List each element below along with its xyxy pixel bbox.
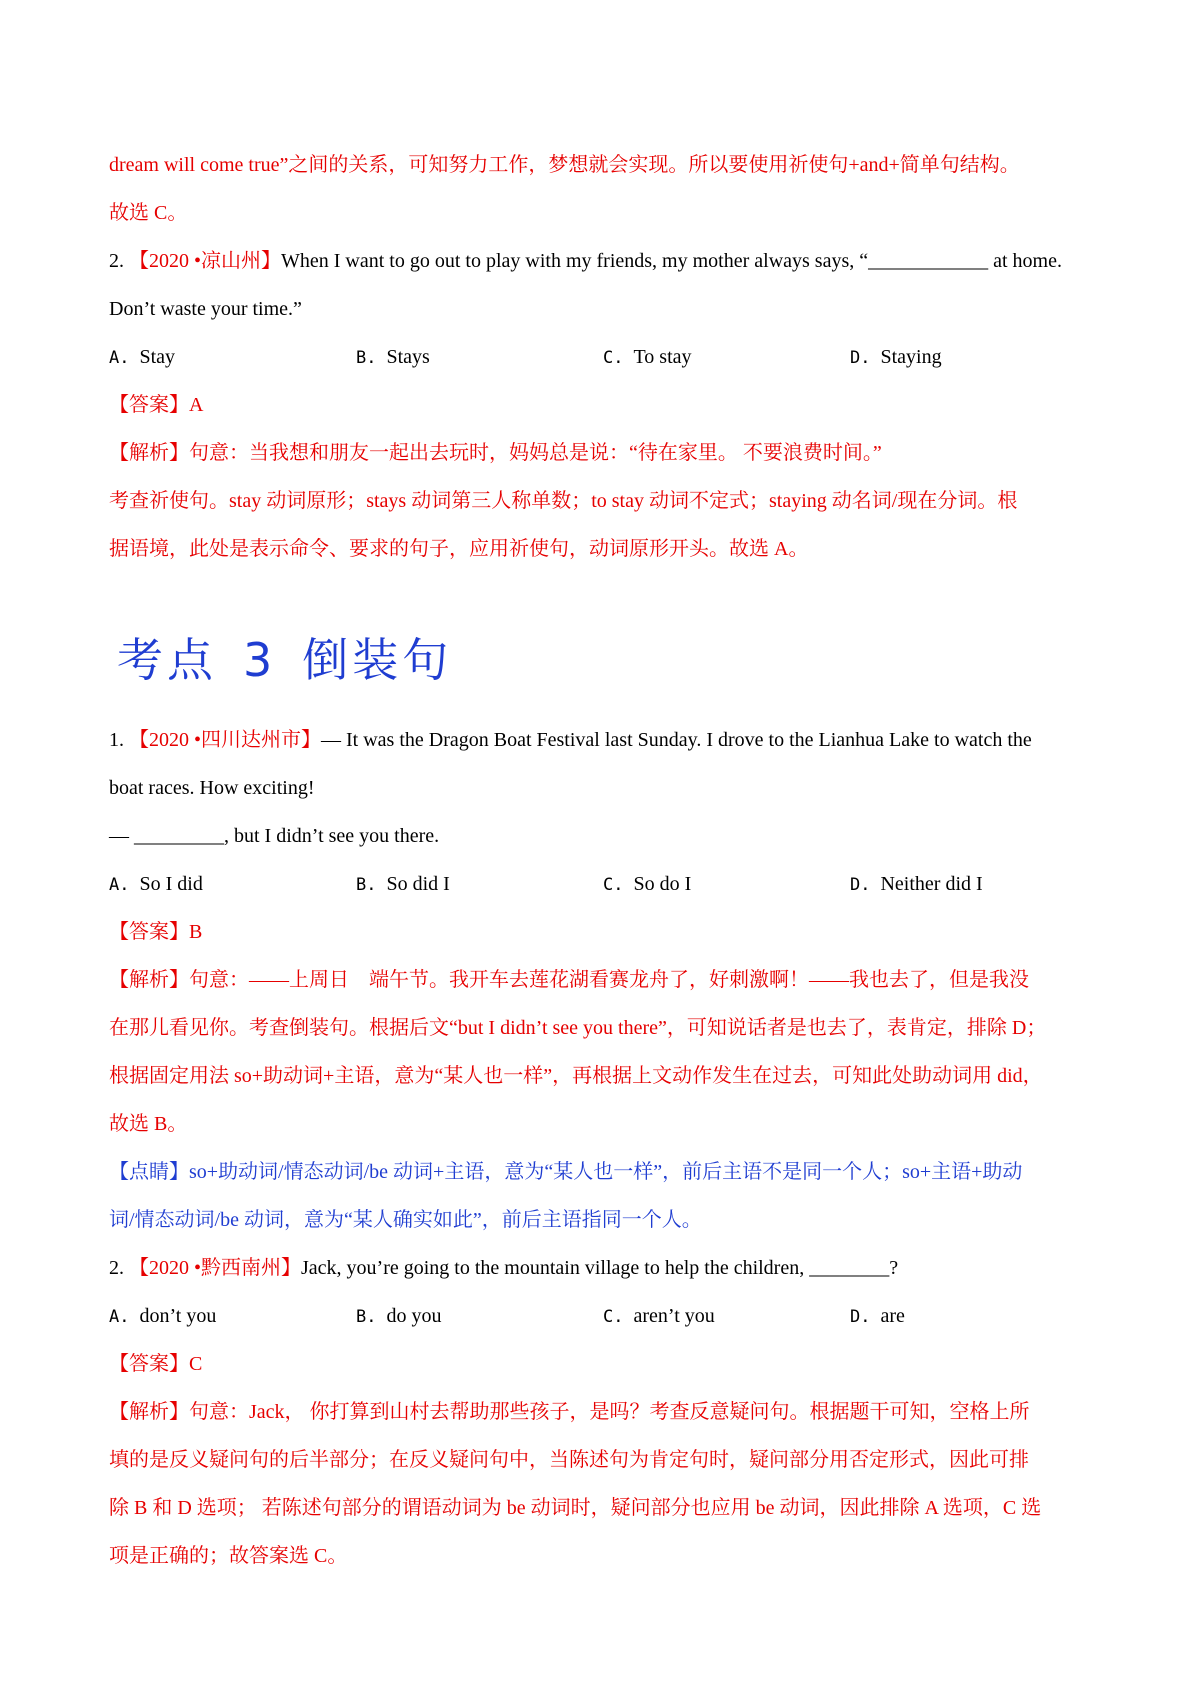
option-letter: C. xyxy=(603,348,624,368)
answer-value: B xyxy=(189,921,203,943)
dialogue-dash: — xyxy=(109,825,134,847)
option-text: So did I xyxy=(386,873,450,895)
answer-blank: _________ xyxy=(134,825,224,847)
question-stem-text: Jack, you’re going to the mountain village to help the children, xyxy=(301,1257,810,1279)
option-letter: C. xyxy=(603,1307,624,1327)
option-text: Neither did I xyxy=(880,873,983,895)
option-d xyxy=(850,344,942,371)
tip-line-1 xyxy=(109,1159,1022,1185)
q1-inversion-stem xyxy=(109,727,1032,753)
option-letter: D. xyxy=(850,875,871,895)
section-heading-label: 考点 xyxy=(117,633,217,687)
q2-tag-question-stem xyxy=(109,1255,898,1281)
answer-line xyxy=(109,1351,202,1377)
option-letter: C. xyxy=(603,875,624,895)
question-source: 【2020 •四川达州市】 xyxy=(129,729,322,751)
analysis-text: 句意：——上周日 端午节。我开车去莲花湖看赛龙舟了，好刺激啊！——我也去了，但是我没 xyxy=(189,969,1029,991)
q2-imperative-stem-line-2: Don’t waste your time.” xyxy=(109,298,302,320)
option-letter: A. xyxy=(109,1307,130,1327)
option-c xyxy=(603,344,692,371)
q2-imperative-stem xyxy=(109,248,1062,274)
option-b xyxy=(356,344,430,371)
question-source: 【2020 •黔西南州】 xyxy=(129,1257,302,1279)
analysis-line-1 xyxy=(109,440,882,466)
option-a xyxy=(109,871,203,898)
answer-value: C xyxy=(189,1353,203,1375)
analysis-line-3: 据语境，此处是表示命令、要求的句子，应用祈使句，动词原形开头。故选 A。 xyxy=(109,538,809,560)
option-a xyxy=(109,344,175,371)
option-text: don’t you xyxy=(139,1305,217,1327)
option-text: To stay xyxy=(633,346,692,368)
analysis-tag: 【解析】 xyxy=(109,969,189,991)
answer-line xyxy=(109,919,202,945)
prev-explanation-line-1: dream will come true”之间的关系，可知努力工作，梦想就会实现。所以要使用祈使句+and+简单句结构。 xyxy=(109,154,1020,176)
option-b xyxy=(356,1303,441,1330)
option-c xyxy=(603,1303,715,1330)
question-source: 【2020 •凉山州】 xyxy=(129,250,282,272)
option-a xyxy=(109,1303,216,1330)
analysis-line-3: 除 B 和 D 选项； 若陈述句部分的谓语动词为 be 动词时，疑问部分也应用 be 动词，因此排除 A 选项，C 选 xyxy=(109,1497,1042,1519)
option-text: Staying xyxy=(880,346,942,368)
question-stem-text: , but I didn’t see you there. xyxy=(224,825,440,847)
option-letter: D. xyxy=(850,348,871,368)
question-stem-text: When I want to go out to play with my friends, my mother always says, “ xyxy=(281,250,869,272)
answer-tag: 【答案】 xyxy=(109,921,189,943)
option-text: So I did xyxy=(139,873,203,895)
analysis-line-2: 在那儿看见你。考查倒装句。根据后文“but I didn’t see you there”，可知说话者是也去了，表肯定，排除 D； xyxy=(109,1017,1047,1039)
option-d xyxy=(850,1303,905,1330)
analysis-line-1 xyxy=(109,967,1029,993)
analysis-line-2: 考查祈使句。stay 动词原形；stays 动词第三人称单数；to stay 动词不定式；staying 动名词/现在分词。根 xyxy=(109,490,1018,512)
question-number: 1. xyxy=(109,729,124,751)
option-c xyxy=(603,871,691,898)
option-letter: D. xyxy=(850,1307,871,1327)
analysis-line-4: 故选 B。 xyxy=(109,1113,188,1135)
answer-blank: ____________ xyxy=(868,250,989,272)
option-letter: A. xyxy=(109,875,130,895)
analysis-tag: 【解析】 xyxy=(109,1401,189,1423)
option-text: do you xyxy=(386,1305,442,1327)
question-stem-text-end: ? xyxy=(889,1257,899,1279)
answer-blank: ________ xyxy=(809,1257,890,1279)
question-number: 2. xyxy=(109,1257,124,1279)
tip-line-2: 词/情态动词/be 动词，意为“某人确实如此”，前后主语指同一个人。 xyxy=(109,1209,702,1231)
question-number: 2. xyxy=(109,250,124,272)
question-stem-text: — It was the Dragon Boat Festival last Sunday. I drove to the Lianhua Lake to watch the xyxy=(321,729,1032,751)
answer-tag: 【答案】 xyxy=(109,394,189,416)
option-b xyxy=(356,871,450,898)
analysis-line-3: 根据固定用法 so+助动词+主语，意为“某人也一样”，再根据上文动作发生在过去，可知此处助动词用 did， xyxy=(109,1065,1043,1087)
option-text: So do I xyxy=(633,873,692,895)
option-text: Stay xyxy=(139,346,176,368)
q1-inversion-stem-line-3 xyxy=(109,823,439,849)
analysis-text: 句意：当我想和朋友一起出去玩时，妈妈总是说：“待在家里。 不要浪费时间。” xyxy=(189,442,882,464)
answer-value: A xyxy=(189,394,204,416)
option-d xyxy=(850,871,983,898)
option-letter: A. xyxy=(109,348,130,368)
analysis-text: 句意：Jack， 你打算到山村去帮助那些孩子，是吗？考查反意疑问句。根据题干可知，空格上所 xyxy=(189,1401,1030,1423)
analysis-line-4: 项是正确的；故答案选 C。 xyxy=(109,1545,348,1567)
option-text: aren’t you xyxy=(633,1305,715,1327)
option-text: Stays xyxy=(386,346,430,368)
section-heading-title: 倒装句 xyxy=(302,633,453,687)
tip-tag: 【点睛】 xyxy=(109,1161,189,1183)
answer-line xyxy=(109,392,203,418)
answer-tag: 【答案】 xyxy=(109,1353,189,1375)
option-letter: B. xyxy=(356,348,377,368)
option-text: are xyxy=(880,1305,905,1327)
prev-explanation-line-2: 故选 C。 xyxy=(109,202,188,224)
analysis-line-1 xyxy=(109,1399,1030,1425)
option-letter: B. xyxy=(356,1307,377,1327)
section-heading-number: 3 xyxy=(243,633,277,687)
question-stem-text-end: at home. xyxy=(988,250,1062,272)
q1-inversion-stem-line-2: boat races. How exciting! xyxy=(109,777,315,799)
tip-text: so+助动词/情态动词/be 动词+主语，意为“某人也一样”，前后主语不是同一个人；so+主语+助动 xyxy=(189,1161,1023,1183)
section-heading xyxy=(117,632,478,688)
analysis-line-2: 填的是反义疑问句的后半部分；在反义疑问句中，当陈述句为肯定句时，疑问部分用否定形式，因此可排 xyxy=(109,1449,1029,1471)
option-letter: B. xyxy=(356,875,377,895)
analysis-tag: 【解析】 xyxy=(109,442,189,464)
